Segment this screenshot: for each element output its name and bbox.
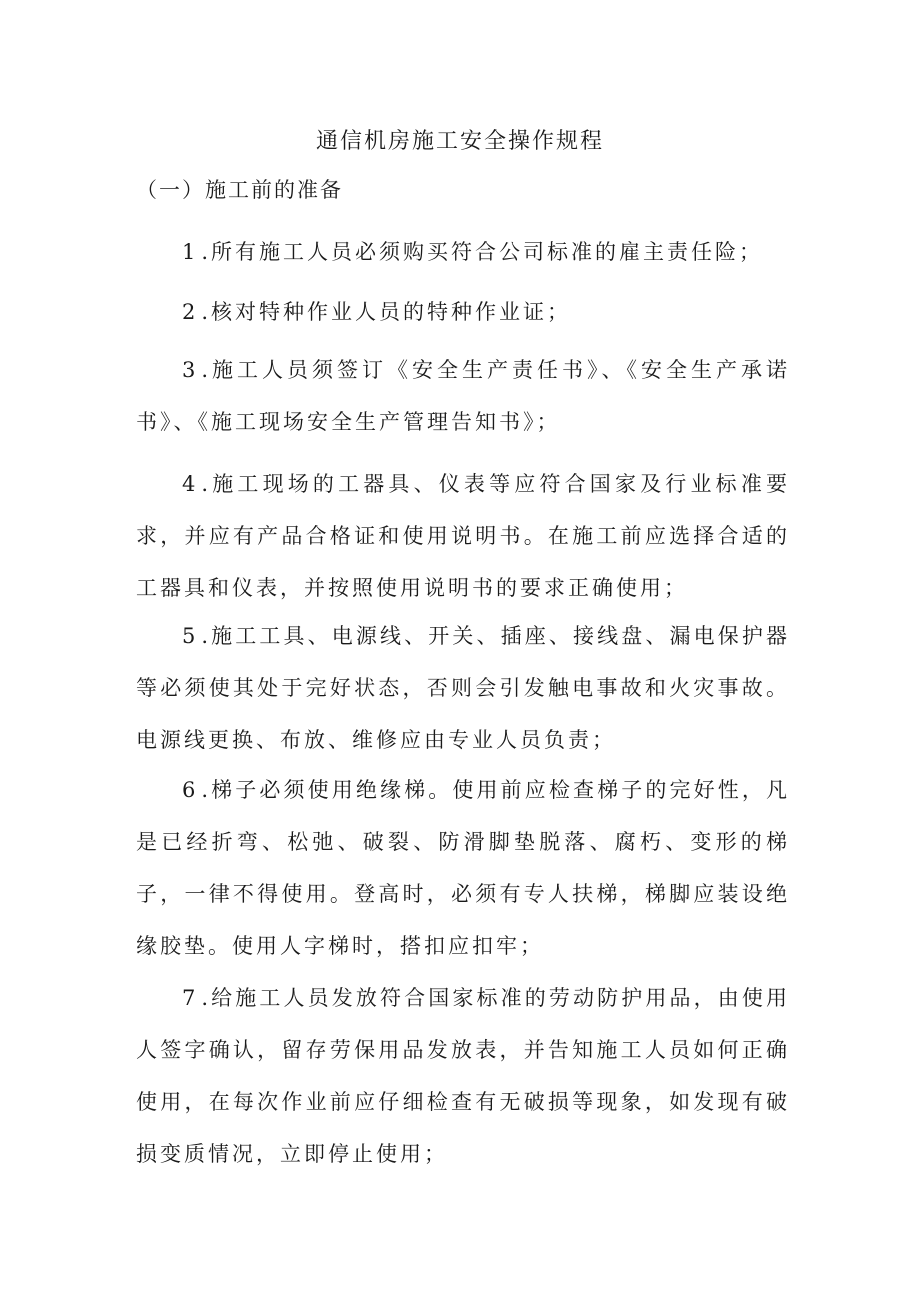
item-text: .施工现场的工器具、仪表等应符合国家及行业标准要求，并应有产品合格证和使用说明书。在施工前应选择合适的工器具和仪表，并按照使用说明书的要求正确使用； <box>136 472 790 600</box>
item-number: 5 <box>182 624 202 648</box>
item-number: 1 <box>182 240 202 264</box>
document-title: 通信机房施工安全操作规程 <box>315 129 604 154</box>
item-number: 4 <box>182 472 202 496</box>
list-item <box>136 344 790 448</box>
list-item <box>136 226 790 278</box>
item-text: .给施工人员发放符合国家标准的劳动防护用品，由使用人签字确认，留存劳保用品发放表，并告知施工人员如何正确使用，在每次作业前应仔细检查有无破损等现象，如发现有破损变质情况，立即停止使用； <box>136 986 790 1166</box>
item-text: .梯子必须使用绝缘梯。使用前应检查梯子的完好性，凡是已经折弯、松弛、破裂、防滑脚垫脱落、腐朽、变形的梯子，一律不得使用。登高时，必须有专人扶梯，梯脚应装设绝缘胶垫。使用人字梯时，搭扣应扣牢； <box>136 778 790 958</box>
item-number: 7 <box>182 986 202 1010</box>
item-text: .所有施工人员必须购买符合公司标准的雇主责任险； <box>201 240 764 264</box>
list-item <box>136 286 790 338</box>
item-number: 6 <box>182 778 202 802</box>
item-text: .施工工具、电源线、开关、插座、接线盘、漏电保护器等必须使其处于完好状态，否则会引发触电事故和火灾事故。电源线更换、布放、维修应由专业人员负责； <box>136 624 790 752</box>
list-item <box>136 458 790 614</box>
section-heading: （一）施工前的准备 <box>136 178 343 202</box>
item-number: 3 <box>182 358 202 382</box>
item-text: .施工人员须签订《安全生产责任书》、《安全生产承诺书》、《施工现场安全生产管理告知书》； <box>136 358 790 434</box>
item-number: 2 <box>182 300 202 324</box>
item-text: .核对特种作业人员的特种作业证； <box>201 300 572 324</box>
list-item <box>136 610 790 766</box>
list-item <box>136 764 790 972</box>
list-item <box>136 972 790 1180</box>
